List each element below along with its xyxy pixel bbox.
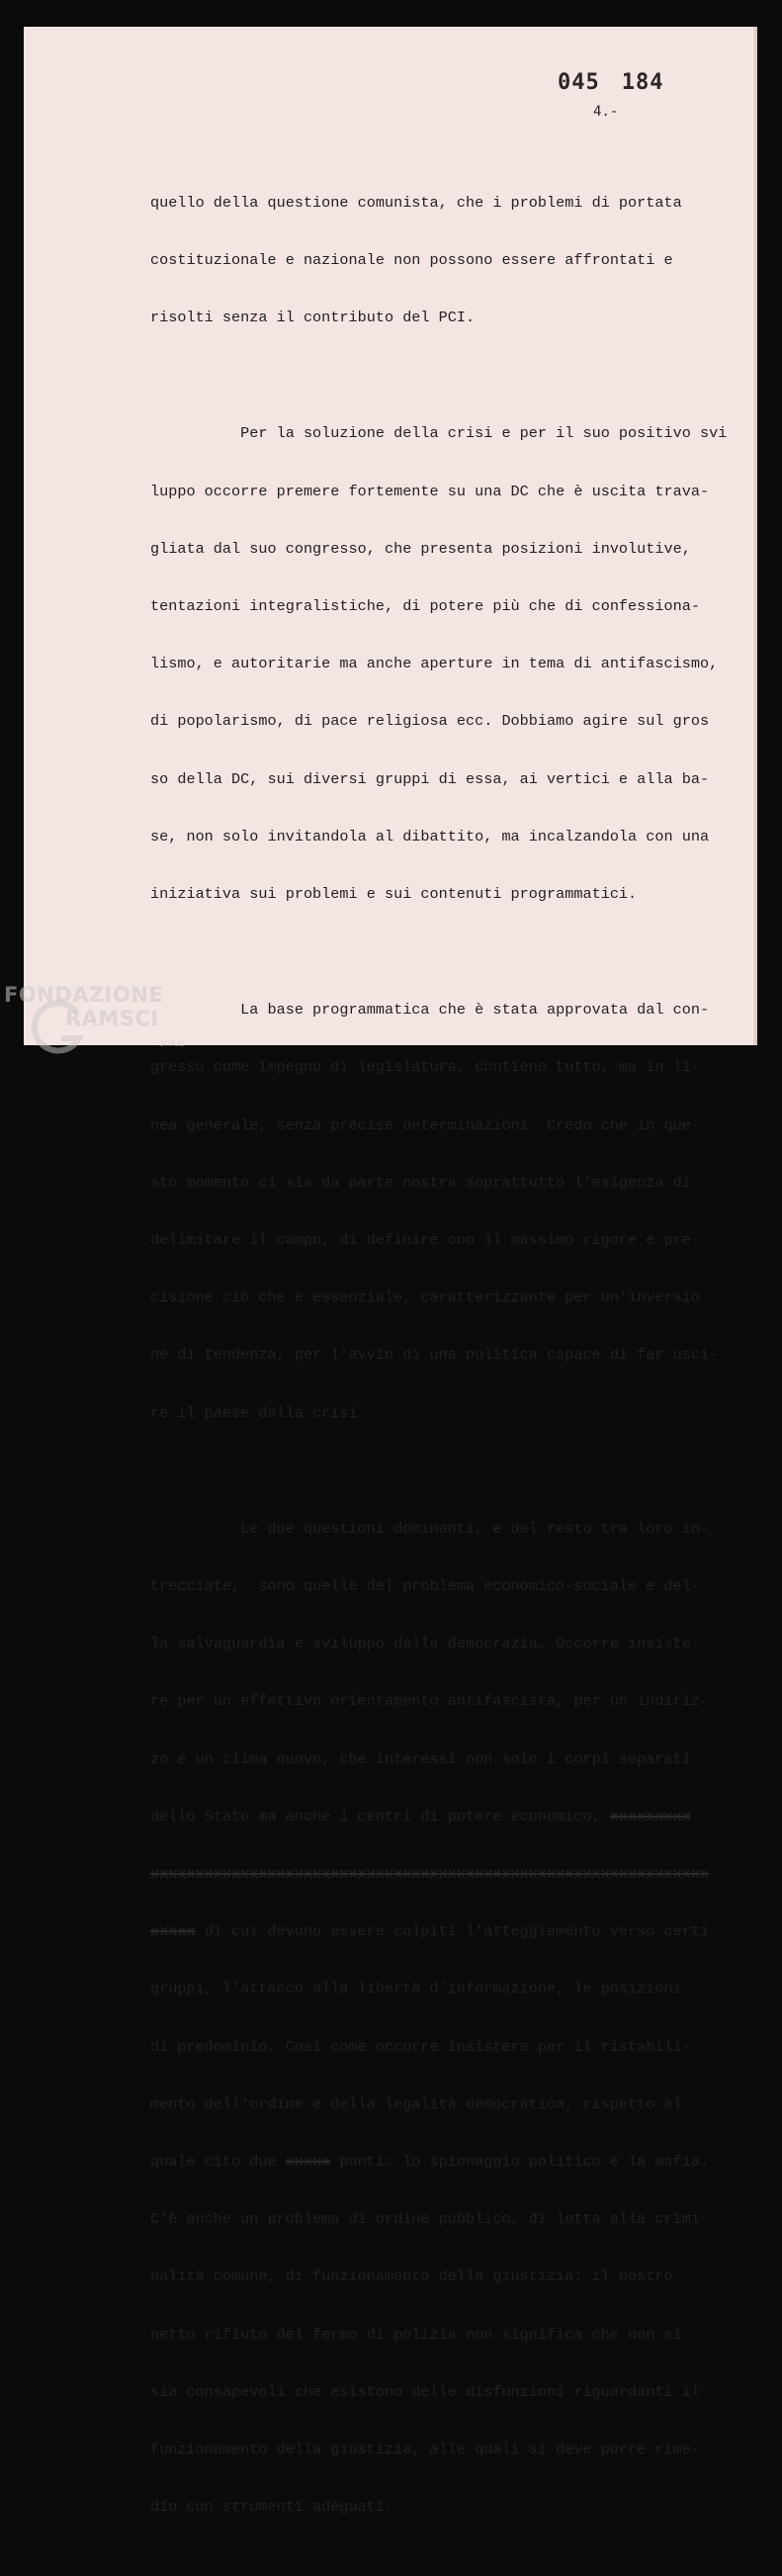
text-line: quello della questione comunista, che i problemi di portata [150, 193, 682, 212]
page-number: 4.- [593, 104, 619, 120]
paragraph-1 [150, 155, 753, 366]
watermark-line-3: onlus [158, 1038, 185, 1049]
text-line: re il paese dalla crisi. [150, 1403, 367, 1422]
text-line: risolti senza il contributo del PCI. [150, 309, 476, 327]
text-line: trecciate, sono quelle del problema economico-sociale e del- [150, 1576, 700, 1595]
text-line: gliata dal suo congresso, che presenta posizioni involutive, [150, 539, 691, 558]
text-line: iniziativa sui problemi e sui contenuti programmatici. [150, 885, 638, 904]
text-line: zo e un clima nuovo, che interessi non solo i corpi separati [150, 1749, 691, 1768]
document-page [24, 27, 757, 2517]
body-text [150, 155, 753, 2576]
archive-number [558, 70, 686, 95]
text-line: di popolarismo, di pace religiosa ecc. Dobbiamo agire sul gros [150, 712, 710, 731]
text-line: costituzionale e nazionale non possono essere affrontati e [150, 251, 673, 270]
text-line: di predominio. Così come occorre insistere per il ristabili- [150, 2037, 691, 2056]
struck-out-text: xxxxxxxxxxxxxxxxxxxxxxxxxxxxxxxxxxxxxxxxxxxxxxxxxxxxxxxxxxxxxx [150, 1864, 710, 1883]
text-line: nalità comune, di funzionamento della giustizia: il nostro [150, 2267, 673, 2286]
text-line: sia consapevoli che esistono delle disfunzioni riguardanti il [150, 2382, 700, 2401]
text-line: mento dell'ordine e della legalità democratica, rispetto al [150, 2094, 682, 2113]
text-line [150, 1865, 753, 1884]
paragraph-4 [150, 1481, 753, 2556]
text-line: gresso come impegno di legislatura, contiene tutto, ma in li- [150, 1058, 700, 1077]
text-line: re per un effettivo orientamento antifascista, per un indiriz- [150, 1692, 710, 1711]
struck-out-text: xxxxxxxxx [609, 1807, 691, 1825]
paragraph-2 [150, 386, 753, 942]
text-segment: dello Stato ma anche i centri di potere economico, [150, 1807, 610, 1825]
text-segment: di cui devono essere colpiti l'atteggiamento verso certi [195, 1922, 710, 1941]
text-line: netto rifiuto del fermo di polizia non significa che non si [150, 2325, 682, 2344]
text-line: dio con strumenti adeguati. [150, 2498, 394, 2517]
page-edge [753, 27, 757, 1045]
text-line: so della DC, sui diversi gruppi di essa, ai vertici e alla ba- [150, 769, 710, 788]
text-line: sto momento ci sia da parte nostra soprattutto l'esigenza di [150, 1173, 691, 1192]
text-line: gruppi, l'attacco alla libertà d'informazione, le posizioni [150, 1980, 682, 1999]
watermark-line-1: FONDAZIONE [4, 983, 164, 1007]
text-line: C'è anche un problema di ordine pubblico, di lotta alla crimi- [150, 2210, 710, 2229]
text-line: la salvaguardia e sviluppo della democrazia. Occorre insiste- [150, 1635, 700, 1653]
text-line: ne di tendenza, per l'avvio di una politica capace di far usci- [150, 1346, 719, 1365]
text-line: tentazioni integralistiche, di potere più che di confessiona- [150, 596, 700, 615]
text-line: delimitare il campo, di definire con il massimo rigore e pre- [150, 1230, 700, 1249]
text-line [150, 1922, 753, 1941]
text-line: nea generale, senza precise determinazioni. Credo che in que- [150, 1115, 700, 1134]
archive-number-part-a: 045 [558, 70, 600, 95]
text-line [150, 2153, 753, 2172]
text-line: Le due questioni dominanti, e del resto tra loro in- [150, 1519, 710, 1538]
watermark-line-2: RAMSCI [65, 1007, 159, 1030]
text-line: La base programmatica che è stata approvata dal con- [150, 1001, 710, 1020]
struck-out-text: xxxxx [285, 2153, 331, 2172]
text-line: cisione ciò che è essenziale, caratterizzante per un'inversio [150, 1288, 700, 1307]
archive-number-part-b: 184 [621, 70, 664, 95]
paragraph-3 [150, 962, 753, 1462]
text-line: lismo, e autoritarie ma anche aperture in tema di antifascismo, [150, 655, 719, 673]
text-line: Per la soluzione della crisi e per il suo positivo svi [150, 424, 728, 443]
text-line [150, 1808, 753, 1826]
text-line: funzionamento della giustizia, alle quali si deve porre rime- [150, 2441, 700, 2459]
text-segment: quale cito due [150, 2153, 286, 2172]
text-segment: punti: lo spionaggio politico e la mafia. [330, 2153, 710, 2172]
text-line: se, non solo invitandola al dibattito, ma incalzandola con una [150, 827, 710, 845]
text-line: luppo occorre premere fortemente su una DC che è uscita trava- [150, 482, 710, 500]
fondazione-gramsci-watermark [0, 981, 198, 1068]
struck-out-text: xxxxx [150, 1922, 196, 1941]
